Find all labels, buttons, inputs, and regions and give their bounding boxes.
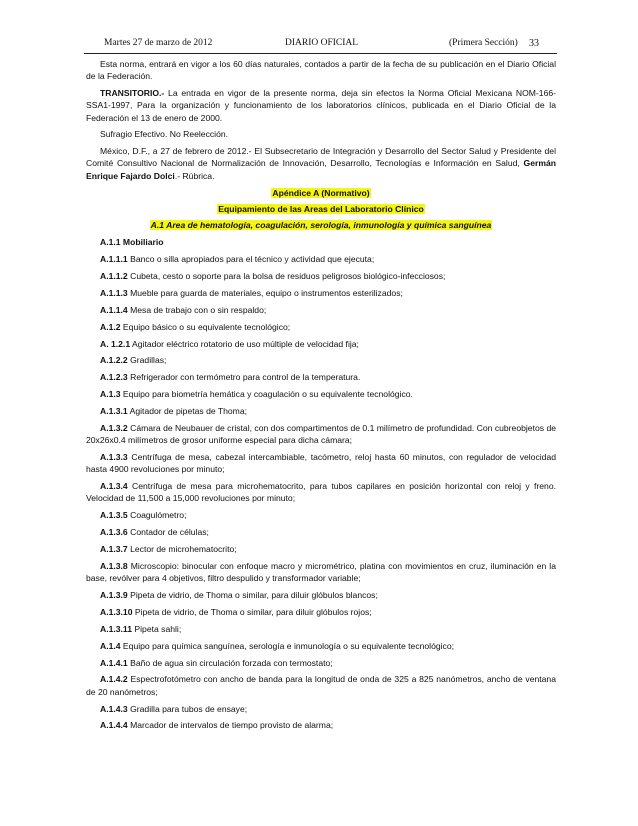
item-text: Equipo para química sanguínea, serología e inmunología o su equivalente tecnológico; xyxy=(120,640,455,651)
item-code: A.1.3.10 xyxy=(100,606,133,617)
list-item xyxy=(86,526,556,538)
item-code: A.1.2.2 xyxy=(100,355,128,366)
document-body xyxy=(86,58,556,736)
list-item xyxy=(86,321,556,333)
item-text: Mueble para guarda de materiales, equipo o instrumentos esterilizados; xyxy=(127,287,403,298)
list-item xyxy=(86,405,556,417)
item-list xyxy=(86,236,556,731)
item-code: A.1.3.6 xyxy=(100,527,128,538)
header-title: DIARIO OFICIAL xyxy=(285,38,359,48)
item-code: A.1.4.3 xyxy=(100,703,128,714)
header-section: (Primera Sección) xyxy=(449,38,518,48)
intro-paragraph-1: Esta norma, entrará en vigor a los 60 días naturales, contados a partir de la fecha de su publicación en el Diario Oficial de la Federación. xyxy=(86,59,556,82)
item-code: A.1.3.8 xyxy=(100,560,128,571)
item-code: A. 1.2.1 xyxy=(100,338,131,349)
signature-text: México, D.F., a 27 de febrero de 2012.- El Subsecretario de Integración y Desarrollo del Sector Salud y Presidente del Comité Consultivo Nacional de Normalización de Innovación, Desarrollo, Tecnologías e Información en Salud, xyxy=(86,146,556,169)
item-code: A.1.1.1 xyxy=(100,254,128,265)
item-text: Microscopio: binocular con enfoque macro y micrométrico, platina con movimientos en cruz, iluminación en la base, revólver para 4 objetivos, filtro despulido y transformador variable; xyxy=(86,560,556,584)
list-item xyxy=(86,606,556,618)
item-code: A.1.4.2 xyxy=(100,674,128,685)
list-item xyxy=(86,703,556,715)
list-item xyxy=(86,371,556,383)
item-text: Marcador de intervalos de tiempo provisto de alarma; xyxy=(127,720,334,731)
item-code: A.1.3.4 xyxy=(100,481,128,492)
intro-paragraph-4 xyxy=(86,145,556,182)
item-text: Baño de agua sin circulación forzada con termostato; xyxy=(127,657,333,668)
page-header xyxy=(104,38,542,52)
item-code: A.1.1.4 xyxy=(100,304,128,315)
intro-paragraph-2 xyxy=(86,87,556,124)
list-item xyxy=(86,543,556,555)
list-item xyxy=(86,509,556,521)
item-text: Refrigerador con termómetro para control de la temperatura. xyxy=(127,372,361,383)
item-text: Pipeta de vidrio, de Thoma o similar, para diluir glóbulos blancos; xyxy=(127,590,378,601)
item-code: A.1.3.9 xyxy=(100,590,128,601)
item-code: A.1.2.3 xyxy=(100,372,128,383)
intro-paragraph-3: Sufragio Efectivo. No Reelección. xyxy=(100,129,229,140)
item-text: Mesa de trabajo con o sin respaldo; xyxy=(127,304,267,315)
area-heading: A.1 Area de hematología, coagulación, serología, inmunología y química sanguínea xyxy=(150,219,492,230)
header-date: Martes 27 de marzo de 2012 xyxy=(104,38,213,48)
item-text: Centrífuga de mesa para microhematocrito, para tubos capilares en posición horizontal con reloj y freno. Velocidad de 11,500 a 15,000 revoluciones por minuto; xyxy=(86,481,556,504)
appendix-heading: Apéndice A (Normativo) xyxy=(272,187,370,198)
item-text: Agitador eléctrico rotatorio de uso múltiple de velocidad fija; xyxy=(130,338,359,349)
header-rule xyxy=(84,53,557,54)
equipment-heading-row xyxy=(86,203,556,215)
item-text: Cámara de Neubauer de cristal, con dos compartimentos de 0.1 milímetro de profundidad. Con cubreobjetos de 20x26x0.4 milímetros de grosor uniforme especial para dicha cámara; xyxy=(86,422,556,446)
header-page-number: 33 xyxy=(529,38,539,49)
list-item xyxy=(86,253,556,265)
list-item xyxy=(86,422,556,446)
item-code: A.1.4 xyxy=(100,640,121,651)
transitorio-text: La entrada en vigor de la presente norma, deja sin efectos la Norma Oficial Mexicana NOM-166-SSA1-1997, Para la organización y funcionamiento de los laboratorios clínicos, publicada en el Diario Oficial de la Federación el 13 de enero de 2000. xyxy=(86,88,556,123)
item-text: Pipeta de vidrio, de Thoma o similar, para diluir glóbulos rojos; xyxy=(132,606,372,617)
item-text: Banco o silla apropiados para el técnico y actividad que ejecuta; xyxy=(127,254,375,265)
list-item xyxy=(86,338,556,350)
item-text: Gradilla para tubos de ensaye; xyxy=(127,703,248,714)
list-item xyxy=(86,451,556,475)
signature-end: .- Rúbrica. xyxy=(174,170,215,181)
item-code: A.1.3.3 xyxy=(100,452,128,463)
item-text: Equipo para biometría hemática y coagulación o su equivalente tecnológico. xyxy=(120,389,413,400)
transitorio-label: TRANSITORIO.- xyxy=(100,88,165,99)
item-text: Cubeta, cesto o soporte para la bolsa de residuos peligrosos biológico-infecciosos; xyxy=(127,270,446,281)
item-text: Pipeta sahli; xyxy=(132,623,182,634)
item-text: Lector de microhematocrito; xyxy=(127,544,237,555)
item-text: Centrífuga de mesa, cabezal intercambiable, tacómetro, reloj hasta 60 minutos, con regulador de velocidad hasta 4900 revoluciones por minuto; xyxy=(86,452,556,475)
item-text: Equipo básico o su equivalente tecnológico; xyxy=(120,321,291,332)
item-text: Contador de células; xyxy=(127,527,209,538)
item-text: Coagulómetro; xyxy=(127,510,187,521)
item-code: A.1.1.3 xyxy=(100,287,128,298)
list-item xyxy=(86,673,556,697)
list-item xyxy=(86,589,556,601)
item-code: A.1.1.2 xyxy=(100,270,128,281)
item-code: A.1.2 xyxy=(100,321,121,332)
list-item xyxy=(86,354,556,366)
item-code: A.1.3.2 xyxy=(100,422,128,433)
item-code: A.1.3 xyxy=(100,389,121,400)
list-item xyxy=(86,640,556,652)
item-code: A.1.3.7 xyxy=(100,544,128,555)
area-heading-row xyxy=(86,219,556,231)
list-item xyxy=(86,388,556,400)
list-item xyxy=(86,480,556,504)
list-item xyxy=(86,287,556,299)
item-code: A.1.1 Mobiliario xyxy=(100,237,164,248)
list-item xyxy=(86,304,556,316)
item-code: A.1.3.5 xyxy=(100,510,128,521)
item-text: Agitador de pipetas de Thoma; xyxy=(127,406,247,417)
item-code: A.1.3.11 xyxy=(100,623,133,634)
equipment-heading: Equipamiento de las Areas del Laboratorio Clínico xyxy=(218,203,424,214)
list-item xyxy=(86,623,556,635)
list-item xyxy=(86,270,556,282)
item-code: A.1.4.4 xyxy=(100,720,128,731)
list-item xyxy=(86,560,556,584)
item-text: Gradillas; xyxy=(127,355,167,366)
item-code: A.1.4.1 xyxy=(100,657,128,668)
item-code: A.1.3.1 xyxy=(100,406,128,417)
list-item xyxy=(86,236,556,248)
list-item xyxy=(86,719,556,731)
item-text: Espectrofotómetro con ancho de banda para la longitud de onda de 325 a 825 nanómetros, ancho de ventana de 20 nanómetros; xyxy=(86,674,556,697)
signatory-name: Germán Enrique Fajardo Dolci xyxy=(86,158,556,181)
appendix-heading-row xyxy=(86,187,556,199)
list-item xyxy=(86,657,556,669)
